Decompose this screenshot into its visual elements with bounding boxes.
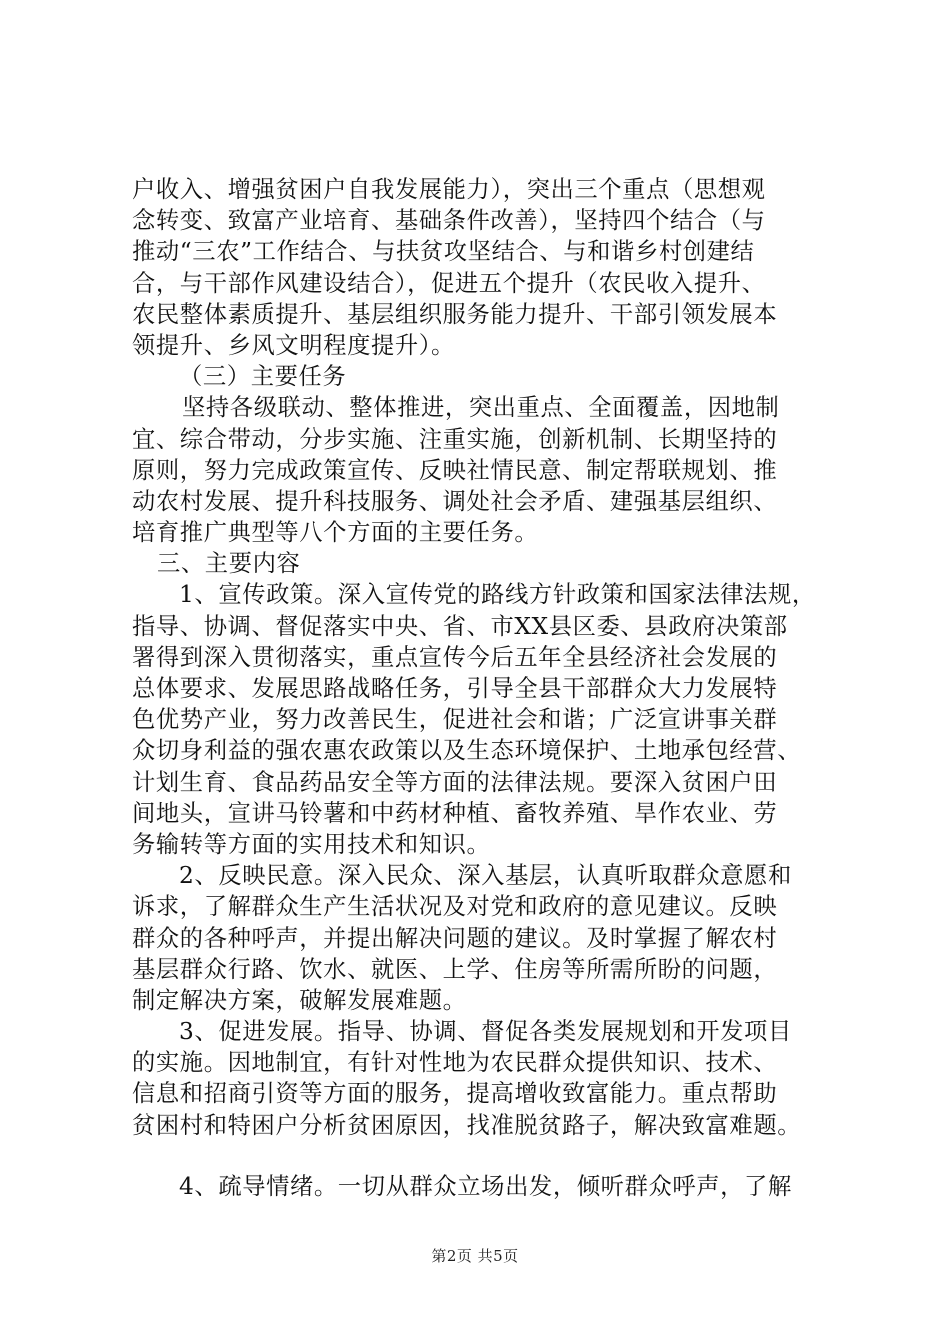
- document-body: [132, 174, 832, 1202]
- text-line: 的实施。因地制宜，有针对性地为农民群众提供知识、技术、: [132, 1049, 778, 1077]
- text-line: 推动“三农”工作结合、与扶贫攻坚结合、与和谐乡村创建结: [132, 238, 755, 266]
- text-line: 诉求，了解群众生产生活状况及对党和政府的意见建议。反映: [132, 893, 778, 921]
- section-heading-main-content: 三、主要内容: [157, 550, 301, 578]
- text-line: 原则，努力完成政策宣传、反映社情民意、制定帮联规划、推: [132, 456, 778, 484]
- text-line: 间地头，宣讲马铃薯和中药材种植、畜牧养殖、旱作农业、劳: [132, 799, 778, 827]
- text-line: 农民整体素质提升、基层组织服务能力提升、干部引领发展本: [132, 300, 778, 328]
- text-line: 计划生育、食品药品安全等方面的法律法规。要深入贫困户田: [132, 768, 778, 796]
- text-line: 领提升、乡风文明程度提升）。: [132, 331, 455, 359]
- text-line: 基层群众行路、饮水、就医、上学、住房等所需所盼的问题，: [132, 955, 778, 983]
- text-line: 署得到深入贯彻落实，重点宣传今后五年全县经济社会发展的: [132, 643, 778, 671]
- page-footer: 第2页 共5页: [431, 1247, 519, 1265]
- text-line: 户收入、增强贫困户自我发展能力），突出三个重点（思想观: [132, 176, 766, 203]
- text-line: 总体要求、发展思路战略任务，引导全县干部群众大力发展特: [132, 675, 778, 702]
- paragraph-first-line: 3、促进发展。指导、协调、督促各类发展规划和开发项目: [179, 1018, 792, 1046]
- text-line: 培育推广典型等八个方面的主要任务。: [132, 519, 539, 547]
- text-line: 指导、协调、督促落实中央、省、市XX县区委、县政府决策部: [132, 612, 788, 640]
- paragraph-first-line: 2、反映民意。深入民众、深入基层，认真听取群众意愿和: [179, 862, 792, 890]
- text-line: 务输转等方面的实用技术和知识。: [132, 830, 491, 858]
- text-line: 众切身利益的强农惠农政策以及生态环境保护、土地承包经营、: [132, 737, 802, 765]
- text-line: 制定解决方案，破解发展难题。: [132, 986, 467, 1014]
- text-line: 贫困村和特困户分析贫困原因，找准脱贫路子，解决致富难题。: [132, 1111, 802, 1139]
- text-line: 念转变、致富产业培育、基础条件改善），坚持四个结合（与: [132, 207, 766, 235]
- text-line: 信息和招商引资等方面的服务，提高增收致富能力。重点帮助: [132, 1080, 778, 1108]
- text-line: 宜、综合带动，分步实施、注重实施，创新机制、长期坚持的: [132, 425, 778, 453]
- section-heading-main-tasks: （三）主要任务: [179, 363, 347, 391]
- text-line: 色优势产业，努力改善民生，促进社会和谐；广泛宣讲事关群: [132, 706, 778, 734]
- paragraph-first-line: 4、疏导情绪。一切从群众立场出发，倾听群众呼声，了解: [179, 1172, 792, 1200]
- paragraph-first-line: 坚持各级联动、整体推进，突出重点、全面覆盖，因地制: [182, 394, 780, 422]
- text-line: 合，与干部作风建设结合），促进五个提升（农民收入提升、: [132, 269, 766, 297]
- paragraph-gap: [132, 1141, 832, 1171]
- text-line: 群众的各种呼声，并提出解决问题的建议。及时掌握了解农村: [132, 924, 778, 952]
- paragraph-first-line: 1、宣传政策。深入宣传党的路线方针政策和国家法律法规，: [179, 581, 816, 609]
- text-line: 动农村发展、提升科技服务、调处社会矛盾、建强基层组织、: [132, 487, 778, 515]
